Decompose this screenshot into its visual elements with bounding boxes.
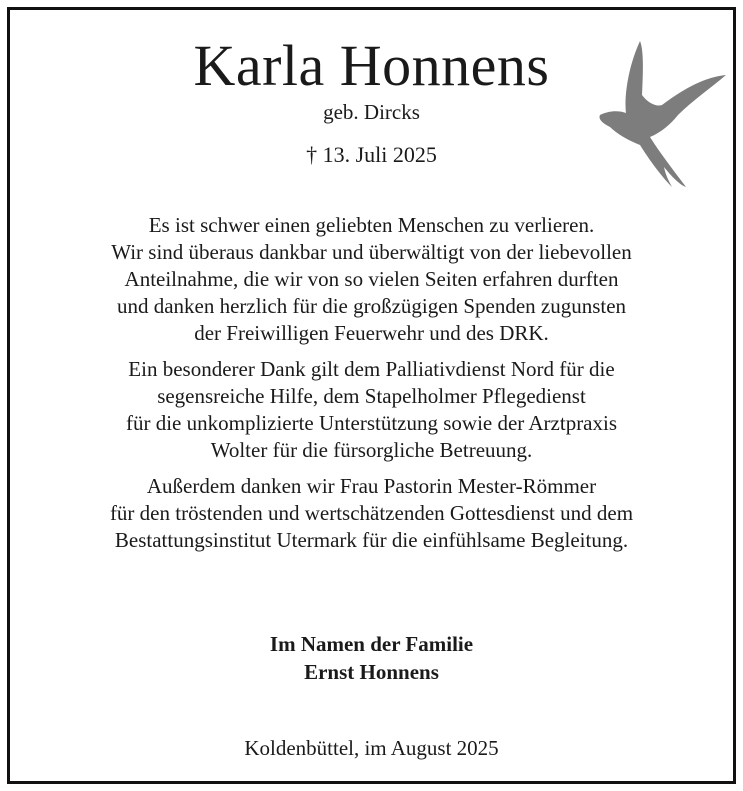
text-line: für die unkomplizierte Unterstützung sowie der Arztpraxis <box>125 411 618 435</box>
text-line: Bestattungsinstitut Utermark für die einfühlsame Begleitung. <box>114 528 629 552</box>
place-and-date: Koldenbüttel, im August 2025 <box>244 736 499 760</box>
paragraph-1 <box>20 212 723 347</box>
signature-name: Ernst Honnens <box>304 660 439 684</box>
death-date: † 13. Juli 2025 <box>306 142 437 167</box>
text-line: Wir sind überaus dankbar und überwältigt von der liebevollen <box>111 240 632 264</box>
text-line: für den tröstenden und wertschätzenden Gottesdienst und dem <box>109 501 634 525</box>
text-line: Es ist schwer einen geliebten Menschen zu verlieren. <box>148 213 595 237</box>
swallow-icon <box>588 37 728 187</box>
text-line: der Freiwilligen Feuerwehr und des DRK. <box>194 321 549 345</box>
text-line: Wolter für die fürsorgliche Betreuung. <box>210 438 533 462</box>
family-signature <box>10 630 733 686</box>
signature-line: Im Namen der Familie <box>269 632 474 656</box>
maiden-name: geb. Dircks <box>323 100 420 124</box>
deceased-name: Karla Honnens <box>193 33 550 98</box>
text-line: Anteilnahme, die wir von so vielen Seiten erfahren durften <box>124 267 619 291</box>
paragraph-2 <box>20 356 723 464</box>
paragraph-3 <box>20 473 723 554</box>
text-line: Außerdem danken wir Frau Pastorin Mester-Römmer <box>146 474 597 498</box>
message-body <box>20 212 723 563</box>
obituary-card <box>7 7 736 784</box>
text-line: Ein besonderer Dank gilt dem Palliativdienst Nord für die <box>128 357 615 381</box>
text-line: segensreiche Hilfe, dem Stapelholmer Pflegedienst <box>157 384 586 408</box>
text-line: und danken herzlich für die großzügigen Spenden zugunsten <box>116 294 627 318</box>
